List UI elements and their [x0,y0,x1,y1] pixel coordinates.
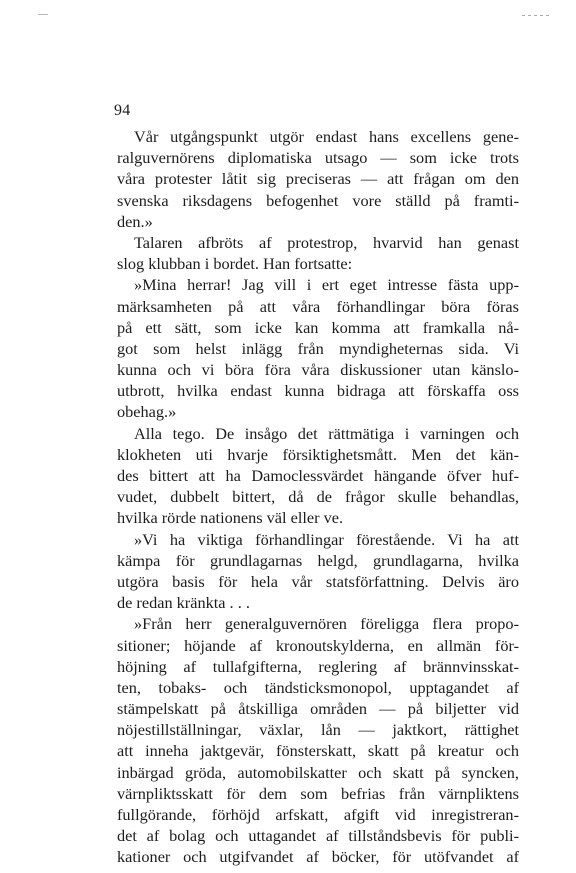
text-line: Talaren afbröts af protestrop, hvarvid han genast [134,232,519,252]
text-line: märksamheten på att våra förhandlingar böra föras [117,296,519,316]
text-line: stämpelskatt på åtskilliga områden — på biljetter vid [117,699,519,719]
text-line: hvilka rörde nationens väl eller ve. [117,508,344,528]
text-line: på ett sätt, som icke kan komma att framkalla nå- [117,317,519,337]
text-line: värnpliktsskatt för dem som befrias från värnpliktens [117,783,519,803]
text-line: des bittert att ha Damoclessvärdet hängande öfver huf- [117,466,519,485]
text-line: våra protester låtit sig preciseras — att frågan om den [117,169,519,189]
scan-mark-right [522,15,552,16]
text-line: »Mina herrar! Jag vill i ert eget intresse fästa upp- [134,275,519,295]
page-number: 94 [114,102,131,119]
text-line: vudet, dubbelt bittert, då de frågor skulle behandlas, [117,487,519,507]
text-line: utgöra basis för hela vår statsförfattning. Delvis äro [117,571,519,591]
text-line: utbrott, hvilka endast kunna bidraga att förskaffa oss [117,381,519,401]
scan-mark-left [38,14,48,15]
text-line: de redan kränkta . . . [117,593,250,613]
text-line: kationer och utgifvandet af böcker, för utöfvandet af [117,847,519,867]
text-line: det af bolag och uttagandet af tillståndsbevis för publi- [117,826,519,846]
text-line: fullgörande, förhöjd arfskatt, afgift vid inregistreran- [117,805,519,824]
text-line: klokheten uti hvarje försiktighetsmått. Men det kän- [117,444,519,464]
body-text [117,126,519,868]
text-line: den.» [117,211,153,231]
text-line: slog klubban i bordet. Han fortsatte: [117,254,353,274]
text-line: obehag.» [117,402,177,422]
text-line: got som helst inlägg från myndigheternas sida. Vi [117,338,519,358]
text-line: »Vi ha viktiga förhandlingar förestående. Vi ha att [134,529,519,549]
text-line: nöjestillställningar, växlar, lån — jaktkort, rättighet [117,720,519,740]
text-line: svenska riksdagens befogenhet vore ställd på framti- [117,190,519,210]
text-line: att inneha jaktgevär, fönsterskatt, skatt på kreatur och [117,741,519,761]
text-line: Alla tego. De insågo det rättmätiga i varningen och [134,423,519,443]
text-line: sitioner; höjande af kronoutskylderna, en allmän för- [117,635,519,655]
text-line: inbärgad gröda, automobilskatter och skatt på syncken, [117,762,519,782]
text-line: kämpa för grundlagarnas helgd, grundlagarna, hvilka [117,550,519,570]
text-line: ten, tobaks- och tändsticksmonopol, upptagandet af [117,677,519,697]
text-line: kunna och vi böra föra våra diskussioner utan känslo- [117,360,519,380]
text-line: ralguvernörens diplomatiska utsago — som icke trots [117,148,519,168]
text-line: Vår utgångspunkt utgör endast hans excellens gene- [134,127,519,146]
text-line: »Från herr generalguvernören föreligga flera propo- [134,614,519,634]
text-line: höjning af tullafgifterna, reglering af brännvinsskat- [117,656,519,676]
